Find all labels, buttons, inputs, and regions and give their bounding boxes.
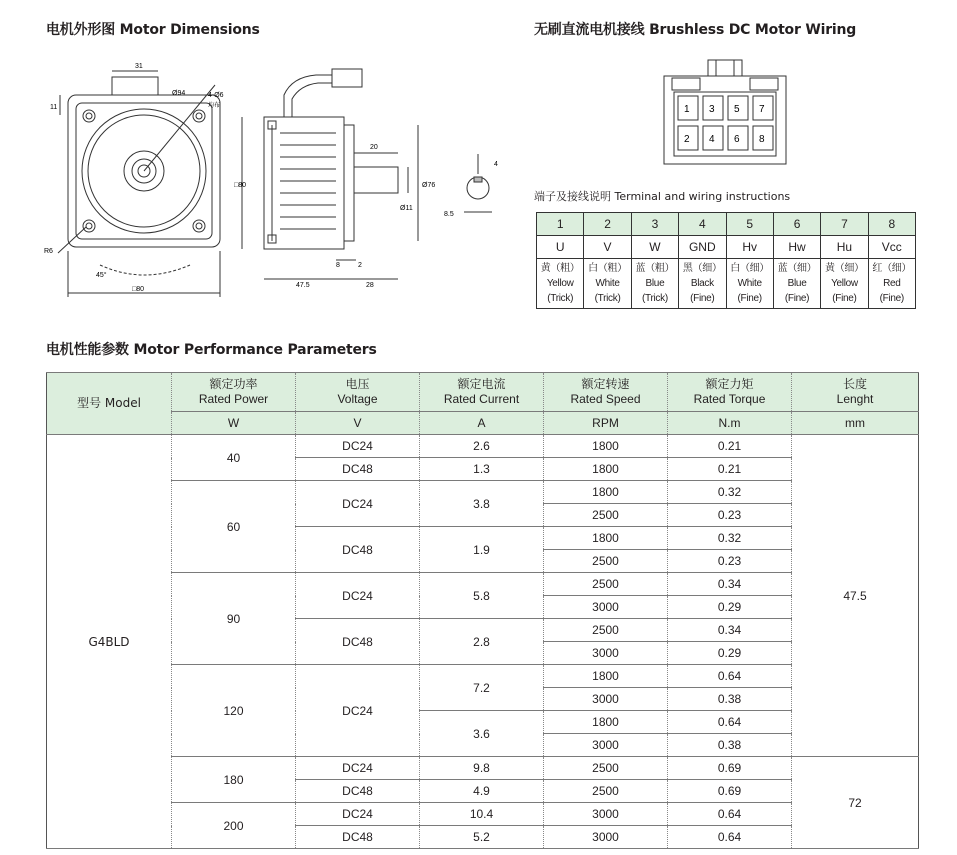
- pin-wire-desc: 蓝（细） Blue (Fine): [773, 259, 820, 309]
- dim-8-5-label: 8.5: [444, 211, 454, 218]
- pin-number: 1: [537, 213, 584, 236]
- pin-number: 2: [584, 213, 631, 236]
- speed-cell: 2500: [544, 757, 668, 780]
- torque-cell: 0.38: [668, 688, 792, 711]
- pin-wire-desc: 黑（细） Black (Fine): [679, 259, 726, 309]
- speed-cell: 3000: [544, 803, 668, 826]
- power-cell: 120: [172, 665, 296, 757]
- current-cell: 2.8: [420, 619, 544, 665]
- current-cell: 2.6: [420, 435, 544, 458]
- torque-cell: 0.23: [668, 504, 792, 527]
- dim-phi94-label: Ø94: [172, 90, 186, 97]
- torque-cell: 0.38: [668, 734, 792, 757]
- pin-number: 6: [773, 213, 820, 236]
- voltage-cell: DC24: [296, 665, 420, 757]
- voltage-cell: DC48: [296, 780, 420, 803]
- dim-11-label: 11: [50, 104, 58, 111]
- header-power: 额定功率 Rated Power: [172, 373, 296, 412]
- unit-current: A: [420, 412, 544, 435]
- power-cell: 60: [172, 481, 296, 573]
- connector-pin-2: 2: [684, 134, 690, 145]
- torque-cell: 0.21: [668, 435, 792, 458]
- terminal-instructions-title: 端子及接线说明 Terminal and wiring instructions: [534, 190, 791, 203]
- dim-phi11-label: Ø11: [400, 205, 413, 212]
- torque-cell: 0.69: [668, 780, 792, 803]
- pin-wire-desc: 黄（细） Yellow (Fine): [821, 259, 868, 309]
- pin-signal: V: [584, 236, 631, 259]
- terminal-table: [536, 212, 916, 309]
- current-cell: 10.4: [420, 803, 544, 826]
- torque-cell: 0.32: [668, 481, 792, 504]
- voltage-cell: DC24: [296, 803, 420, 826]
- speed-cell: 3000: [544, 596, 668, 619]
- voltage-cell: DC24: [296, 481, 420, 527]
- motor-front-view-drawing: [40, 55, 250, 305]
- header-voltage: 电压 Voltage: [296, 373, 420, 412]
- voltage-cell: DC24: [296, 757, 420, 780]
- unit-length: mm: [792, 412, 919, 435]
- pin-wire-desc: 黄（粗） Yellow (Trick): [537, 259, 584, 309]
- pin-number: 4: [679, 213, 726, 236]
- torque-cell: 0.29: [668, 596, 792, 619]
- performance-table: [46, 372, 919, 849]
- connector-pin-5: 5: [734, 104, 740, 115]
- voltage-cell: DC24: [296, 435, 420, 458]
- pin-number: 3: [631, 213, 678, 236]
- current-cell: 1.9: [420, 527, 544, 573]
- dim-31-label: 31: [135, 63, 143, 70]
- speed-cell: 3000: [544, 734, 668, 757]
- speed-cell: 2500: [544, 504, 668, 527]
- torque-cell: 0.34: [668, 573, 792, 596]
- speed-cell: 2500: [544, 619, 668, 642]
- pin-number: 7: [821, 213, 868, 236]
- torque-cell: 0.64: [668, 803, 792, 826]
- shaft-key-detail-drawing: [442, 150, 512, 230]
- power-cell: 180: [172, 757, 296, 803]
- unit-speed: RPM: [544, 412, 668, 435]
- pin-signal: Hw: [773, 236, 820, 259]
- motor-dimensions-title: 电机外形图 Motor Dimensions: [46, 22, 260, 38]
- speed-cell: 3000: [544, 826, 668, 849]
- speed-cell: 1800: [544, 435, 668, 458]
- voltage-cell: DC48: [296, 619, 420, 665]
- current-cell: 5.8: [420, 573, 544, 619]
- dim-2-label: 2: [358, 262, 362, 269]
- dim-4-label: 4: [494, 161, 498, 168]
- current-cell: 9.8: [420, 757, 544, 780]
- pin-number: 8: [868, 213, 915, 236]
- pin-signal: W: [631, 236, 678, 259]
- length-cell: 72: [792, 757, 919, 849]
- pin-signal: Hv: [726, 236, 773, 259]
- pin-signal: GND: [679, 236, 726, 259]
- power-cell: 90: [172, 573, 296, 665]
- connector-pin-7: 7: [759, 104, 765, 115]
- voltage-cell: DC48: [296, 826, 420, 849]
- torque-cell: 0.64: [668, 665, 792, 688]
- speed-cell: 3000: [544, 688, 668, 711]
- header-speed: 额定转速 Rated Speed: [544, 373, 668, 412]
- current-cell: 3.8: [420, 481, 544, 527]
- current-cell: 1.3: [420, 458, 544, 481]
- header-torque: 额定力矩 Rated Torque: [668, 373, 792, 412]
- connector-pin-1: 1: [684, 104, 690, 115]
- power-cell: 200: [172, 803, 296, 849]
- performance-title: 电机性能参数 Motor Performance Parameters: [46, 342, 377, 358]
- voltage-cell: DC48: [296, 458, 420, 481]
- dim-45-label: 45°: [96, 272, 107, 279]
- unit-voltage: V: [296, 412, 420, 435]
- torque-cell: 0.21: [668, 458, 792, 481]
- speed-cell: 3000: [544, 642, 668, 665]
- torque-cell: 0.64: [668, 826, 792, 849]
- pin-wire-desc: 蓝（粗） Blue (Trick): [631, 259, 678, 309]
- dim-20-label: 20: [370, 144, 378, 151]
- speed-cell: 1800: [544, 665, 668, 688]
- speed-cell: 1800: [544, 481, 668, 504]
- torque-cell: 0.29: [668, 642, 792, 665]
- dim-28-label: 28: [366, 282, 374, 289]
- unit-torque: N.m: [668, 412, 792, 435]
- dim-47-5-label: 47.5: [296, 282, 310, 289]
- pin-number: 5: [726, 213, 773, 236]
- pin-wire-desc: 白（细） White (Fine): [726, 259, 773, 309]
- power-cell: 40: [172, 435, 296, 481]
- dim-8-label: 8: [336, 262, 340, 269]
- pin-wire-desc: 红（细） Red (Fine): [868, 259, 915, 309]
- speed-cell: 1800: [544, 711, 668, 734]
- motor-wiring-title: 无刷直流电机接线 Brushless DC Motor Wiring: [534, 22, 857, 38]
- torque-cell: 0.23: [668, 550, 792, 573]
- pin-signal: U: [537, 236, 584, 259]
- pin-wire-desc: 白（粗） White (Trick): [584, 259, 631, 309]
- current-cell: 5.2: [420, 826, 544, 849]
- torque-cell: 0.69: [668, 757, 792, 780]
- dim-holes-label: 4-Ø6: [208, 92, 224, 99]
- dim-even-label: 均布: [208, 103, 221, 109]
- voltage-cell: DC48: [296, 527, 420, 573]
- torque-cell: 0.32: [668, 527, 792, 550]
- header-model: 型号 Model: [47, 373, 172, 435]
- dim-sq80-front-label: □80: [234, 182, 247, 189]
- connector-pin-8: 8: [759, 134, 765, 145]
- length-cell: 47.5: [792, 435, 919, 757]
- torque-cell: 0.64: [668, 711, 792, 734]
- torque-cell: 0.34: [668, 619, 792, 642]
- speed-cell: 1800: [544, 458, 668, 481]
- header-length: 长度 Lenght: [792, 373, 919, 412]
- speed-cell: 2500: [544, 550, 668, 573]
- model-cell: G4BLD: [47, 435, 172, 849]
- current-cell: 4.9: [420, 780, 544, 803]
- speed-cell: 2500: [544, 573, 668, 596]
- speed-cell: 2500: [544, 780, 668, 803]
- current-cell: 3.6: [420, 711, 544, 757]
- pin-signal: Hu: [821, 236, 868, 259]
- dim-r6-label: R6: [44, 248, 53, 255]
- current-cell: 7.2: [420, 665, 544, 711]
- speed-cell: 1800: [544, 527, 668, 550]
- voltage-cell: DC24: [296, 573, 420, 619]
- pin-signal: Vcc: [868, 236, 915, 259]
- connector-pin-6: 6: [734, 134, 740, 145]
- header-current: 额定电流 Rated Current: [420, 373, 544, 412]
- connector-pin-3: 3: [709, 104, 715, 115]
- dim-sq80-bottom-label: □80: [132, 286, 145, 293]
- motor-side-view-drawing: [232, 55, 442, 300]
- connector-pin-4: 4: [709, 134, 715, 145]
- dim-phi76-label: Ø76: [422, 182, 436, 189]
- connector-drawing: [662, 56, 792, 166]
- unit-power: W: [172, 412, 296, 435]
